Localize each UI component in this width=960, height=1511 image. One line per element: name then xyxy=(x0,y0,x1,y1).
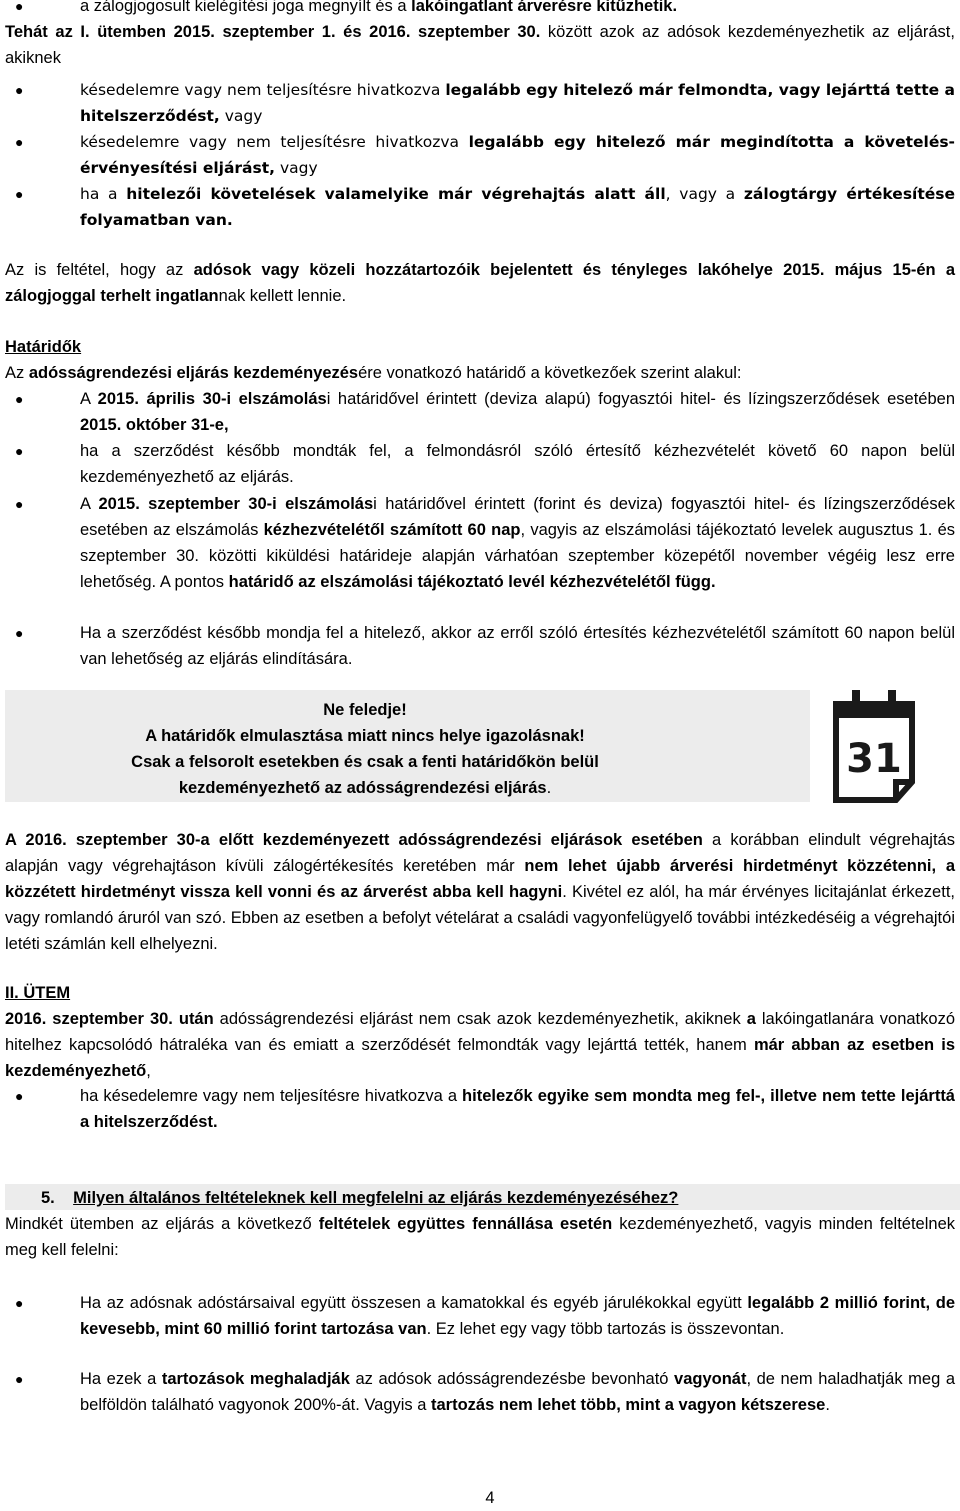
bullet-dot: ● xyxy=(15,134,24,150)
paragraph-before-sept-30: A 2016. szeptember 30-a előtt kezdeményezett adósságrendezési eljárások esetében a korábban elindult végrehajtás alapján vagy végrehajtáson kívüli zálogértékesítés keretében már nem lehet újabb árverési hirdetményt közzétenni, a közzétett hirdetményt vissza kell vonni és az árverést abba kell hagyni. Kivétel ez alól, ha már érvényes licitajánlat érkezett, vagy romlandó áruról van szó. Ebben az esetben a befolyt vételárat a családi vagyonfelügyelő további intézkedéséig a végrehajtói letéti számlán kell elhelyezni. xyxy=(5,831,955,953)
callout-heading: Ne feledje! xyxy=(323,701,407,719)
bullet-dot: ● xyxy=(15,82,24,98)
reminder-callout-text xyxy=(5,697,725,801)
bullet-dot: ● xyxy=(15,496,24,512)
list-item-text: ha a szerződést később mondták fel, a felmondásról szóló értesítő kézhezvételét követő 60 napon belül kezdeményezhető az eljárás. xyxy=(80,442,955,486)
callout-line: Csak a felsorolt esetekben és csak a fenti határidőkön belül xyxy=(131,753,599,771)
list-item-text: a zálogjogosult kielégítési joga megnyílt és a lakóingatlant árverésre kitűzhetik. xyxy=(80,0,678,15)
calendar-icon xyxy=(830,686,918,806)
list-item-text: Ha ezek a tartozások meghaladják az adósok adósságrendezésbe bevonható vagyonát, de nem haladhatják meg a belföldön található vagyonok 200%-át. Vagyis a tartozás nem lehet több, mint a vagyon kétszerese. xyxy=(80,1370,955,1414)
question-heading: 5. Milyen általános feltételeknek kell megfelelni az eljárás kezdeményezéséhez? xyxy=(41,1189,679,1207)
section-title-deadlines: Határidők xyxy=(5,338,82,356)
list-item-text: Ha a szerződést később mondja fel a hitelező, akkor az erről szóló értesítés kézhezvételétől számított 60 napon belül van lehetőség az eljárás elindítására. xyxy=(80,624,955,668)
bullet-dot: ● xyxy=(15,1295,24,1311)
bullet-dot: ● xyxy=(15,1088,24,1104)
paragraph-residence-condition: Az is feltétel, hogy az adósok vagy közeli hozzátartozóik bejelentett és tényleges lakóhelye 2015. május 15-én a zálogjoggal terhelt ingatlannak kellett lennie. xyxy=(5,261,955,305)
paragraph-deadlines-intro: Az adósságrendezési eljárás kezdeményezésére vonatkozó határidő a következőek szerint alakul: xyxy=(5,364,742,382)
bullet-dot: ● xyxy=(15,1371,24,1387)
callout-line: A határidők elmulasztása miatt nincs helye igazolásnak! xyxy=(145,727,585,745)
page-number: 4 xyxy=(485,1489,495,1507)
list-item-text: A 2015. április 30-i elszámolási határidővel érintett (deviza alapú) fogyasztói hitel- és lízingszerződések esetében 2015. október 31-e, xyxy=(80,390,956,434)
bullet-dot: ● xyxy=(15,186,24,202)
list-item-text: késedelemre vagy nem teljesítésre hivatkozva legalább egy hitelező már megindította a követelés-érvényesítési eljárást, vagy xyxy=(80,133,955,177)
callout-line: kezdeményezhető az adósságrendezési eljárás. xyxy=(178,779,552,797)
list-item-text: Ha az adósnak adóstársaival együtt összesen a kamatokkal és egyéb járulékokkal együtt legalább 2 millió forint, de kevesebb, mint 60 millió forint tartozása van. Ez lehet egy vagy több tartozás is összevontan. xyxy=(80,1294,956,1338)
section-title-stage2: II. ÜTEM xyxy=(5,984,71,1002)
bullet-dot: ● xyxy=(15,625,24,641)
list-item-text: ha késedelemre vagy nem teljesítésre hivatkozva a hitelezők egyike sem mondta meg fel-, illetve nem tette lejárttá a hitelszerződést. xyxy=(80,1087,955,1131)
bullet-dot: ● xyxy=(15,443,24,459)
list-item-text: A 2015. szeptember 30-i elszámolási határidővel érintett (forint és deviza) fogyasztói hitel- és lízingszerződések esetében az elszámolás kézhezvételétől számított 60 nap, vagyis az elszámolási tájékoztató levelek augusztus 1. és szeptember 30. közötti kiküldési határideje alapján várhatóan szeptember közepétől november végéig lesz erre lehetőség. A pontos határidő az elszámolási tájékoztató levél kézhezvételétől függ. xyxy=(80,495,956,591)
list-item-text: késedelemre vagy nem teljesítésre hivatkozva legalább egy hitelező már felmondta, vagy lejárttá tette a hitelszerződést, vagy xyxy=(80,81,956,125)
calendar-day-number: 31 xyxy=(846,736,902,782)
bullet-dot: ● xyxy=(15,0,24,14)
paragraph-stage2: 2016. szeptember 30. után adósságrendezési eljárást nem csak azok kezdeményezhetik, akiknek a lakóingatlanára vonatkozó hitelhez kapcsolódó hátralékа van és emiatt a szerződését felmondták vagy lejárttá tették, hanem már abban az esetben is kezdeményezhető, xyxy=(5,1010,955,1080)
bullet-dot: ● xyxy=(15,391,24,407)
list-item-text: ha a hitelezői követelések valamelyike már végrehajtás alatt áll, vagy a zálogtárgy értékesítése folyamatban van. xyxy=(80,185,956,229)
paragraph-stage1-intro: Tehát az I. ütemben 2015. szeptember 1. és 2016. szeptember 30. között azok az adósok kezdeményezhetik az eljárást, akiknek xyxy=(5,23,955,67)
paragraph-general-conditions: Mindkét ütemben az eljárás a következő feltételek együttes fennállása esetén kezdeményezhető, vagyis minden feltételnek meg kell felelni: xyxy=(5,1215,955,1259)
